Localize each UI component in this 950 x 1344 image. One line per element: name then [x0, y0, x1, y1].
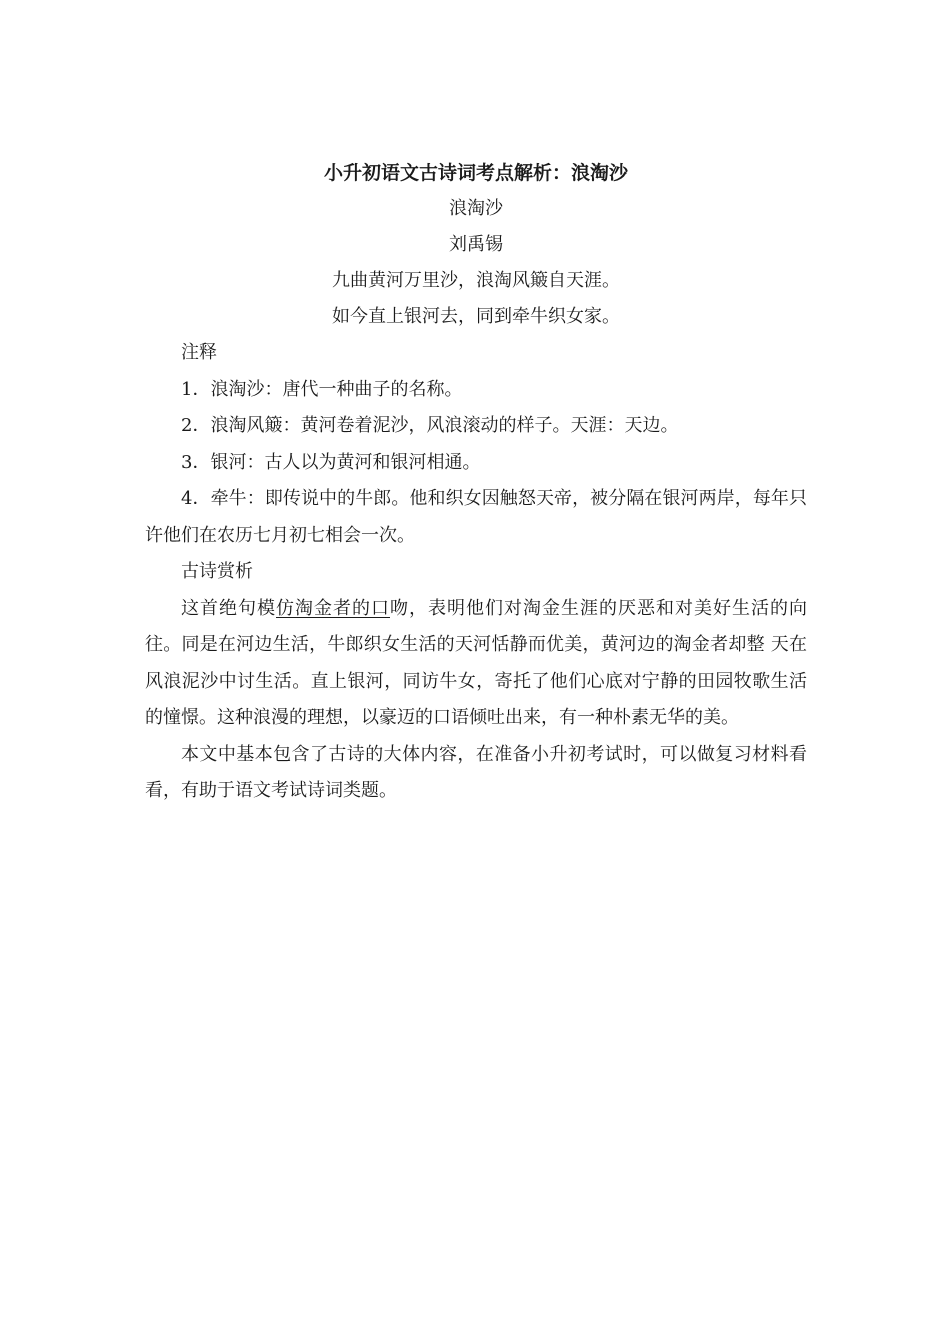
poem-name: 浪淘沙 — [449, 198, 503, 219]
poem-line: 如今直上银河去，同到牵牛织女家。 — [332, 306, 620, 327]
appreciation-paragraph — [145, 591, 807, 737]
document-title: 小升初语文古诗词考点解析：浪淘沙 — [323, 162, 628, 184]
appreciation-text-start: 这首绝句模 — [181, 597, 276, 619]
poem-author: 刘禹锡 — [449, 234, 503, 255]
appreciation-underlined-text: 仿淘金者的口 — [276, 597, 390, 619]
appreciation-heading: 古诗赏析 — [181, 561, 253, 582]
note-item: 2．浪淘风簸：黄河卷着泥沙，风浪滚动的样子。天涯：天边。 — [181, 415, 679, 436]
appreciation-text-rest: 吻，表明他们对淘金生涯的厌恶和对美好生活的向往。同是在河边生活，牛郎织女生活的天河恬静而优美，黄河边的淘金者却整 天在风浪泥沙中讨生活。直上银河，同访牛女，寄托了他们心底对宁静的田园牧歌生活的憧憬。这种浪漫的理想，以豪迈的口语倾吐出来，有一种朴素无华的美。 — [145, 597, 807, 728]
note-item: 4．牵牛：即传说中的牛郎。他和织女因触怒天帝，被分隔在银河两岸，每年只许他们在农历七月初七相会一次。 — [145, 488, 807, 546]
notes-heading: 注释 — [181, 342, 217, 363]
note-item: 3．银河：古人以为黄河和银河相通。 — [181, 451, 481, 473]
poem-line: 九曲黄河万里沙，浪淘风簸自天涯。 — [332, 270, 620, 291]
document-page — [145, 155, 807, 810]
closing-paragraph: 本文中基本包含了古诗的大体内容，在准备小升初考试时，可以做复习材料看看，有助于语文考试诗词类题。 — [145, 743, 807, 801]
note-item: 1．浪淘沙：唐代一种曲子的名称。 — [181, 378, 463, 400]
